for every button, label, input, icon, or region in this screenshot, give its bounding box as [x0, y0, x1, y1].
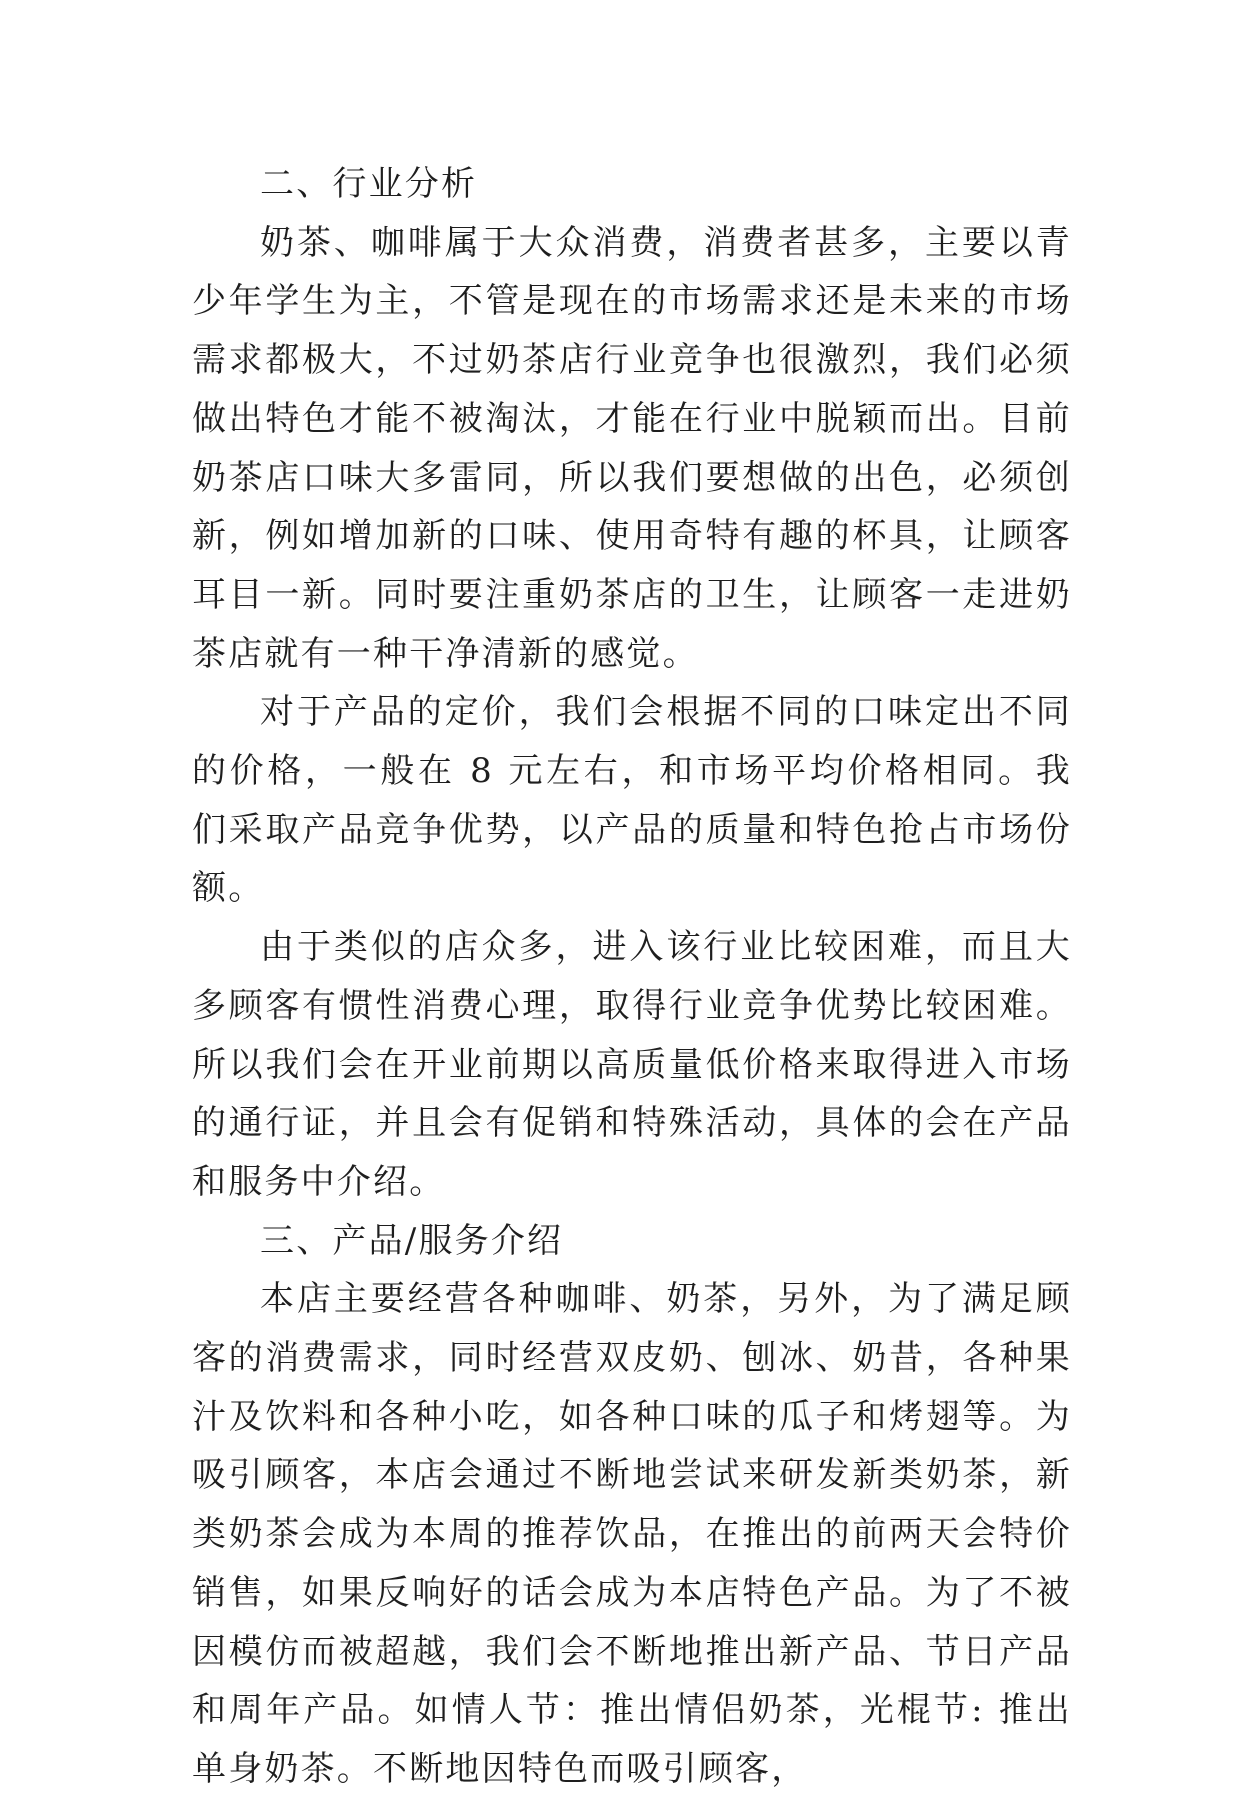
paragraph-product-introduction: 本店主要经营各种咖啡、奶茶，另外，为了满足顾客的消费需求，同时经营双皮奶、刨冰、奶昔，各种果汁及饮料和各种小吃，如各种口味的瓜子和烤翅等。为吸引顾客，本店会通过不断地尝试来研发新类奶茶，新类奶茶会成为本周的推荐饮品，在推出的前两天会特价销售，如果反响好的话会成为本店特色产品。为了不被因模仿而被超越，我们会不断地推出新产品、节日产品和周年产品。如情人节：推出情侣奶茶，光棍节: 推出单身奶茶。不断地因特色而吸引顾客， [192, 1279, 1072, 1789]
paragraph-market-overview: 奶茶、咖啡属于大众消费，消费者甚多，主要以青少年学生为主，不管是现在的市场需求还是未来的市场需求都极大，不过奶茶店行业竞争也很激烈，我们必须做出特色才能不被淘汰，才能在行业中脱颖而出。目前奶茶店口味大多雷同，所以我们要想做的出色，必须创新，例如增加新的口味、使用奇特有趣的杯具，让顾客耳目一新。同时要注重奶茶店的卫生，让顾客一走进奶茶店就有一种干净清新的感觉。 [192, 222, 1072, 674]
section-heading-products-services: 三、产品/服务介绍 [260, 1220, 564, 1261]
paragraph-competition: 由于类似的店众多，进入该行业比较困难，而且大多顾客有惯性消费心理，取得行业竞争优势比较困难。所以我们会在开业前期以高质量低价格来取得进入市场的通行证，并且会有促销和特殊活动，具体的会在产品和服务中介绍。 [192, 927, 1072, 1202]
paragraph-pricing: 对于产品的定价，我们会根据不同的口味定出不同的价格，一般在 8 元左右，和市场平均价格相同。我们采取产品竞争优势，以产品的质量和特色抢占市场份额。 [192, 692, 1072, 909]
document-body [192, 155, 1072, 1799]
section-heading-industry-analysis: 二、行业分析 [260, 164, 478, 204]
